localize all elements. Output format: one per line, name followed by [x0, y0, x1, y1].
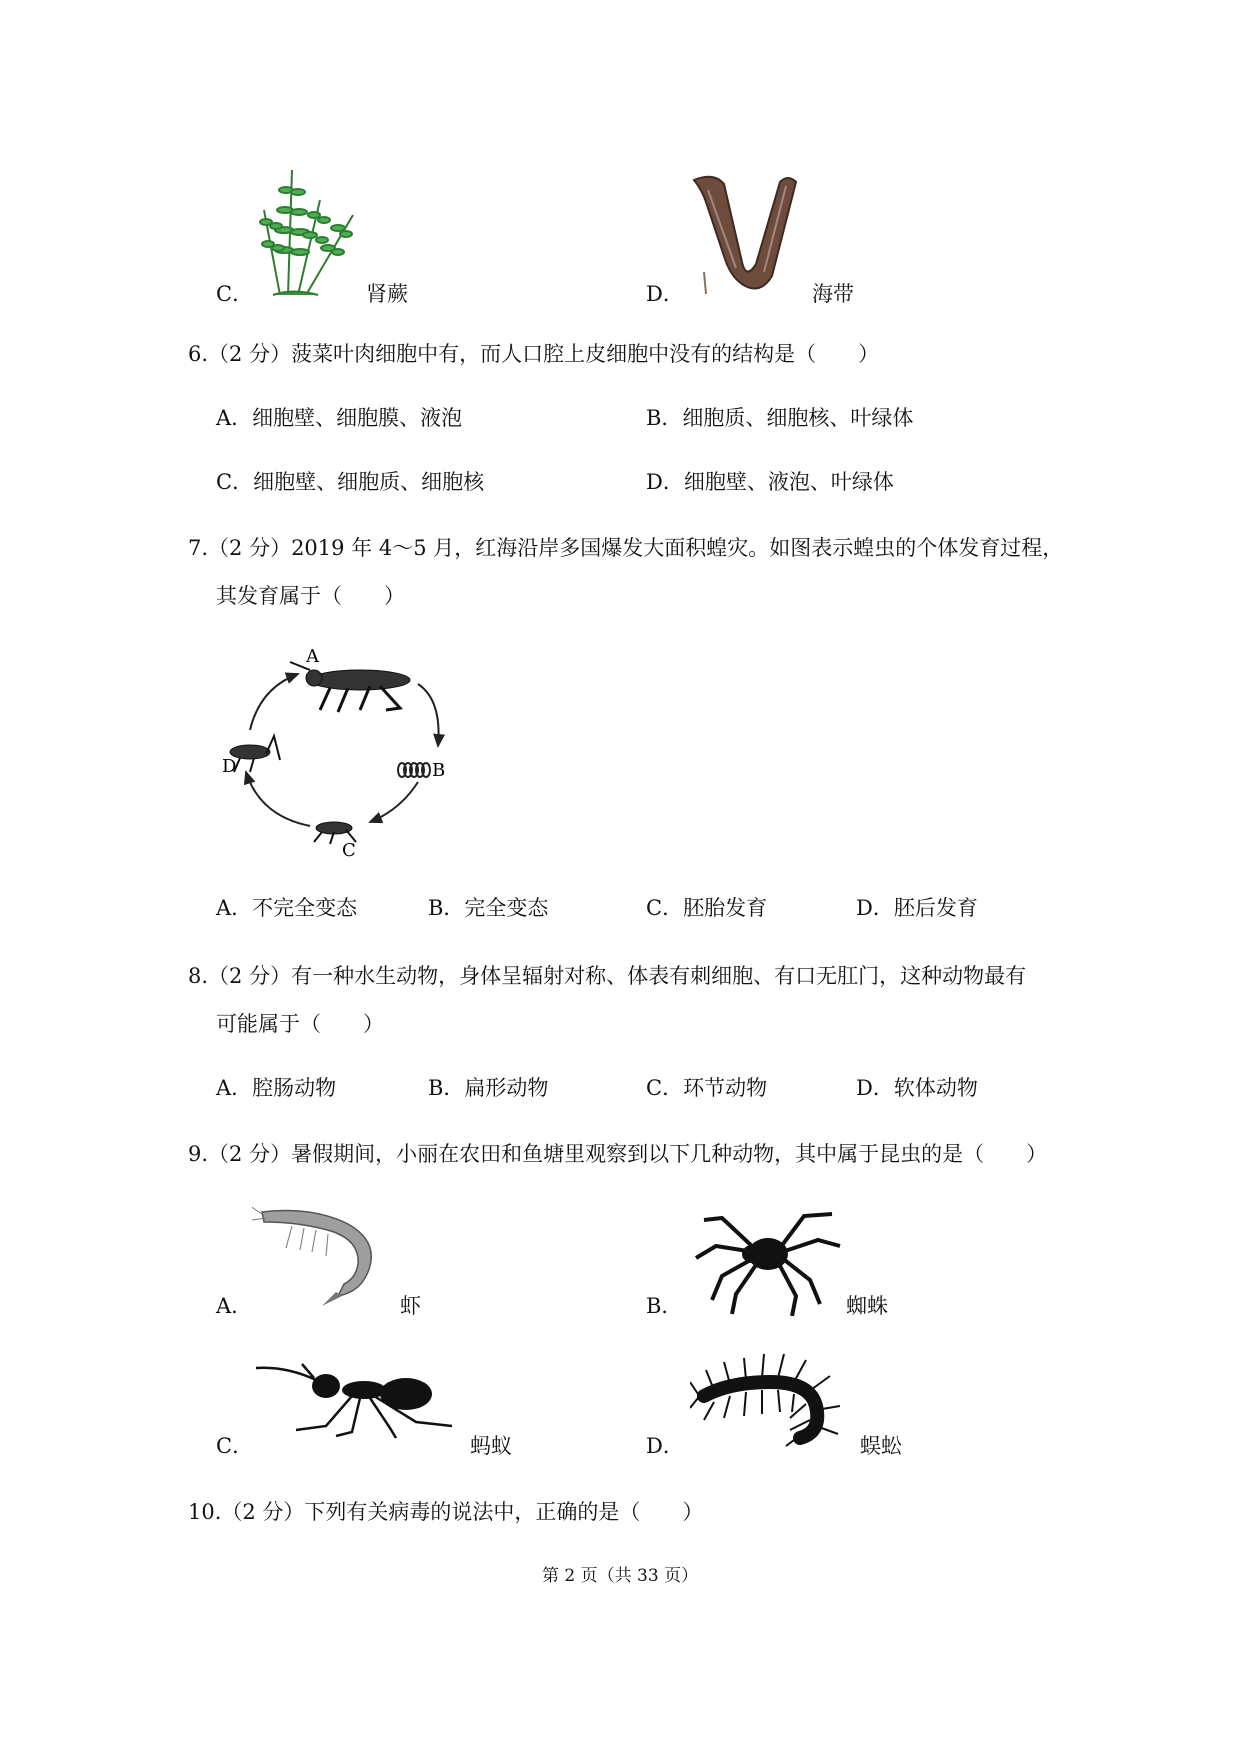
diagram-label-a: A	[306, 646, 319, 667]
q8-option-b: B．扁形动物	[428, 1076, 549, 1100]
q9-option-d-label: D．	[646, 1434, 684, 1458]
ant-icon	[256, 1356, 456, 1446]
fern-icon	[258, 160, 368, 300]
q6-option-b: B．细胞质、细胞核、叶绿体	[646, 406, 914, 430]
q7-stem-line1: 7.（2 分）2019 年 4～5 月，红海沿岸多国爆发大面积蝗灾。如图表示蝗虫的个体发育过程，	[188, 536, 1064, 560]
q8-option-a: A．腔肠动物	[216, 1076, 337, 1100]
q9-option-a-name: 虾	[400, 1294, 421, 1318]
q7-option-c: C．胚胎发育	[646, 896, 768, 920]
q8-stem-line1: 8.（2 分）有一种水生动物，身体呈辐射对称、体表有刺细胞、有口无肛门，这种动物最有	[188, 964, 1027, 988]
adult-locust-icon	[290, 662, 410, 712]
q9-option-d-name: 蜈蚣	[860, 1434, 902, 1458]
q9-option-a-label: A．	[216, 1294, 253, 1318]
egg-pod-icon	[398, 763, 430, 777]
diagram-label-c: C	[342, 840, 356, 860]
arrow-a-to-b	[418, 684, 439, 746]
q6-stem: 6.（2 分）菠菜叶肉细胞中有，而人口腔上皮细胞中没有的结构是（ ）	[188, 342, 880, 366]
q5-option-d-name: 海带	[812, 282, 854, 306]
arrow-b-to-c	[370, 782, 418, 822]
q6-option-a: A．细胞壁、细胞膜、液泡	[216, 406, 463, 430]
locust-life-cycle-diagram	[210, 640, 470, 860]
diagram-label-d: D	[222, 756, 237, 777]
q7-option-b: B．完全变态	[428, 896, 549, 920]
centipede-icon	[690, 1346, 850, 1456]
q6-option-d: D．细胞壁、液泡、叶绿体	[646, 470, 894, 494]
q7-option-d: D．胚后发育	[856, 896, 978, 920]
q9-stem: 9.（2 分）暑假期间，小丽在农田和鱼塘里观察到以下几种动物，其中属于昆虫的是（ ）	[188, 1142, 1048, 1166]
diagram-label-b: B	[432, 760, 446, 781]
arrow-c-to-d	[246, 772, 310, 826]
q5-option-c-label: C．	[216, 282, 254, 306]
q9-option-b-name: 蜘蛛	[846, 1294, 888, 1318]
q7-stem-line2: 其发育属于（ ）	[216, 584, 405, 608]
q8-option-c: C．环节动物	[646, 1076, 768, 1100]
q8-stem-line2: 可能属于（ ）	[216, 1012, 384, 1036]
q9-option-c-label: C．	[216, 1434, 254, 1458]
older-nymph-icon	[230, 736, 280, 772]
spider-icon	[692, 1196, 842, 1316]
q9-option-b-label: B．	[646, 1294, 683, 1318]
q10-stem: 10.（2 分）下列有关病毒的说法中，正确的是（ ）	[188, 1500, 704, 1524]
kelp-icon	[684, 172, 814, 300]
q5-option-d-label: D．	[646, 282, 684, 306]
q9-option-c-name: 蚂蚁	[470, 1434, 512, 1458]
shrimp-icon	[252, 1200, 392, 1310]
arrow-d-to-a	[250, 674, 298, 730]
q6-option-c: C．细胞壁、细胞质、细胞核	[216, 470, 485, 494]
q5-option-c-name: 肾蕨	[366, 282, 408, 306]
page-footer: 第 2 页（共 33 页）	[542, 1566, 699, 1586]
q7-option-a: A．不完全变态	[216, 896, 358, 920]
q8-option-d: D．软体动物	[856, 1076, 978, 1100]
